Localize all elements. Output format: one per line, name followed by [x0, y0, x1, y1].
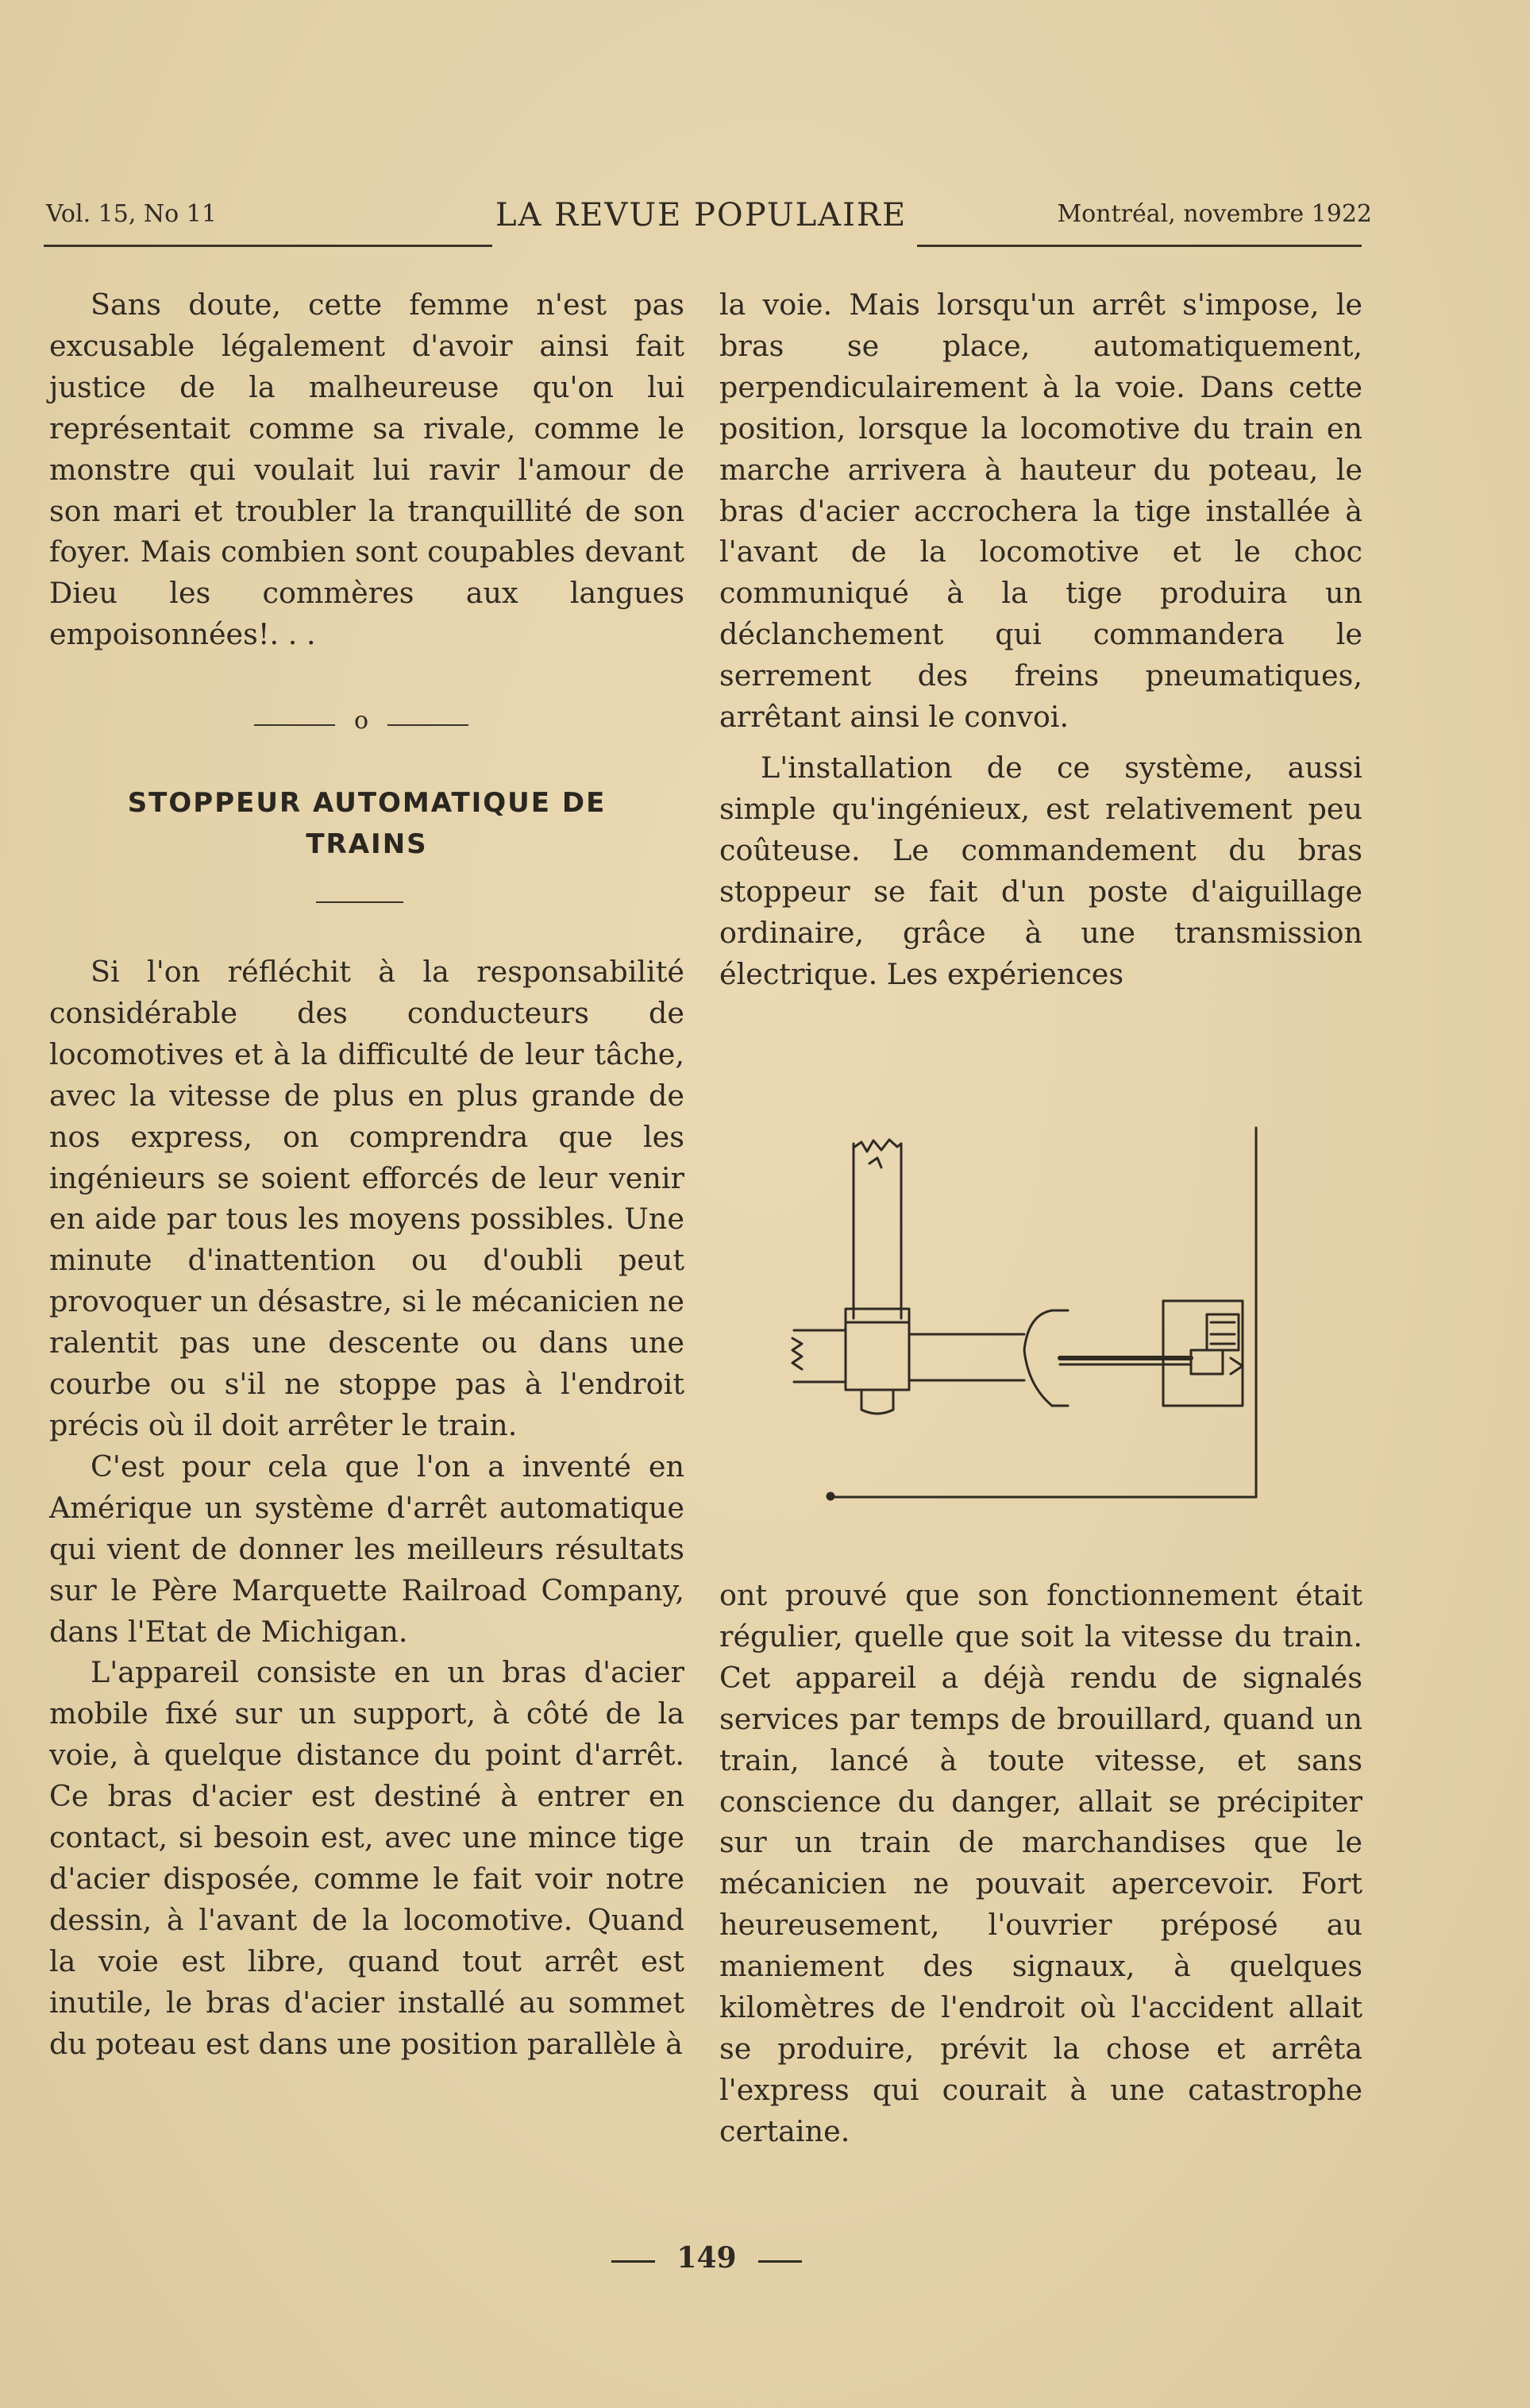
trip-lever-housing [1191, 1350, 1223, 1374]
article-paragraph-5: L'installation de ce système, aussi simple qu'ingénieux, est relativement peu coûteuse. Le commandement du bras stoppeur se fait d'un poste d'aiguillage ordinaire, grâce à une transmission électrique. Les expériences [719, 750, 1362, 991]
article-paragraph-2: C'est pour cela que l'on a inventé en Amérique un système d'arrêt automatique qui vient de donner les meilleurs résultats sur le Père Marquette Railroad Company, dans l'Etat de Michigan. [49, 1449, 684, 1649]
intro-paragraph-block [49, 284, 684, 655]
article-paragraph-1: Si l'on réfléchit à la responsabilité considérable des conducteurs de locomotives et à la difficulté de leur tâche, avec la vitesse de plus en plus grande de nos express, on comprendra que les ingénieurs se soient efforcés de leur venir en aide par tous les moyens possibles. Une minute d'inattention ou d'oubli peut provoquer un désastre, si le mécanicien ne ralentit pas une descente ou dans une courbe ou s'il ne stoppe pas à l'endroit précis où il doit arrêter le train. [49, 955, 684, 1442]
trip-box [1163, 1301, 1243, 1406]
post-collar [846, 1309, 909, 1390]
arm-broken-end [792, 1338, 802, 1369]
article-heading-line-1: STOPPEUR AUTOMATIQUE DE [127, 787, 607, 819]
magazine-title: LA REVUE POPULAIRE [495, 197, 908, 233]
running-header [46, 197, 1372, 240]
article-heading [49, 782, 684, 865]
article-heading-line-2: TRAINS [306, 828, 428, 860]
intro-paragraph: Sans doute, cette femme n'est pas excusable légalement d'avoir ainsi fait justice de la malheureuse qu'on lui représentait comme sa rivale, comme le monstre qui voulait lui ravir l'amour de son mari et troubler la tranquillité de son foyer. Mais combien sont coupables devant Dieu les commères aux langues empoisonnées!. . . [49, 287, 684, 652]
header-rule-left [44, 245, 492, 247]
page-number-footer [611, 2241, 802, 2281]
frame-dot [827, 1493, 834, 1499]
separator-line-right [387, 724, 468, 726]
separator-mark: o [353, 707, 369, 735]
volume-number: Vol. 15, No 11 [46, 200, 217, 228]
section-separator [254, 707, 468, 739]
article-body-left [49, 951, 684, 2064]
article-paragraph-6: ont prouvé que son fonctionnement était régulier, quelle que soit la vitesse du train. Cet appareil a déjà rendu de signalés services par temps de brouillard, quand un train, lancé à toute vitesse, et sans conscience du danger, allait se précipiter sur un train de marchandises que le mécanicien ne pouvait apercevoir. Fort heureusement, l'ouvrier préposé au maniement des signaux, à quelques kilomètres de l'endroit où l'accident allait se produire, prévit la chose et arrêta l'express qui courait à une catastrophe certaine. [719, 1578, 1362, 2148]
page-number: 149 [676, 2241, 737, 2275]
arm-hook [1024, 1310, 1052, 1406]
trip-arrow [1231, 1358, 1243, 1374]
article-paragraph-3: L'appareil consiste en un bras d'acier mobile fixé sur un support, à côté de la voie, à quelque distance du point d'arrêt. Ce bras d'acier est destiné à entrer en contact, si besoin est, avec une mince tige d'acier disposée, comme le fait voir notre dessin, à l'avant de la locomotive. Quand la voie est libre, quand tout arrêt est inutile, le bras d'acier installé au sommet du poteau est dans une position parallèle à [49, 1655, 684, 2061]
post-broken-top [854, 1140, 901, 1152]
folio-dash-right [758, 2260, 802, 2263]
article-body-right-bottom [719, 1575, 1362, 2152]
article-body-right-top [719, 284, 1362, 994]
header-rule-right [917, 245, 1362, 247]
train-stopper-illustration [778, 1112, 1286, 1525]
post-crack [869, 1158, 881, 1167]
valve-lines [1211, 1322, 1235, 1344]
article-paragraph-4: la voie. Mais lorsqu'un arrêt s'impose, le bras se place, automatiquement, perpendiculairement à la voie. Dans cette position, lorsque la locomotive du train en marche arrivera à hauteur du poteau, le bras d'acier accrochera la tige installée à l'avant de la locomotive et le choc communiqué à la tige produira un déclanchement qui commandera le serrement des freins pneumatiques, arrêtant ainsi le convoi. [719, 287, 1362, 735]
heading-rule [316, 901, 403, 903]
issue-date: Montréal, novembre 1922 [1057, 200, 1372, 228]
post-foot [861, 1390, 893, 1414]
